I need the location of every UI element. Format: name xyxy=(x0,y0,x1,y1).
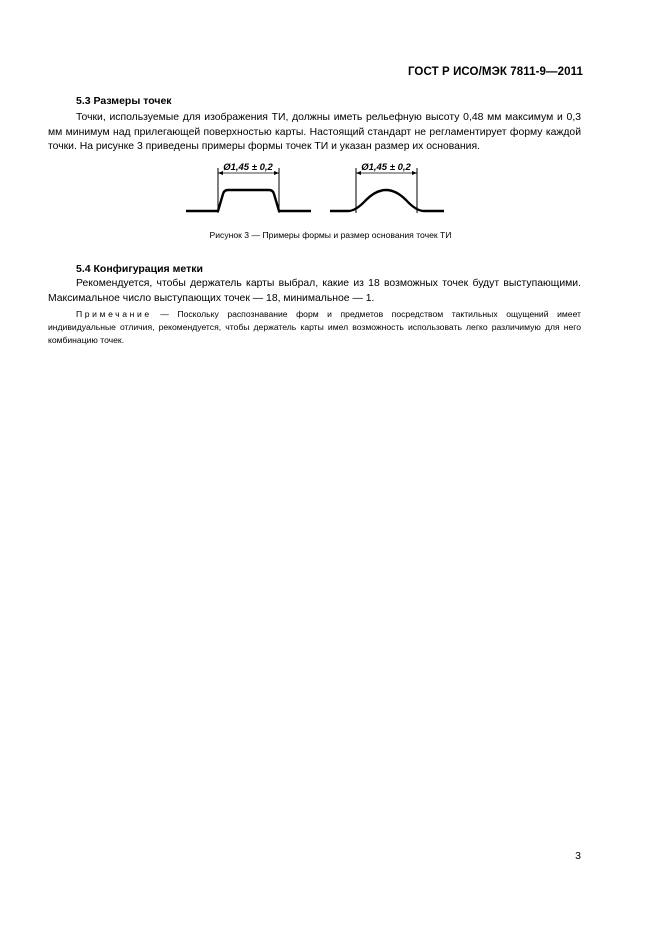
section-5-4-title: 5.4 Конфигурация метки xyxy=(76,263,203,275)
section-5-3-title: 5.3 Размеры точек xyxy=(76,95,172,107)
figure-caption: Рисунок 3 — Примеры формы и размер основания точек ТИ xyxy=(209,230,452,240)
document-header: ГОСТ Р ИСО/МЭК 7811-9—2011 xyxy=(407,66,583,78)
right-dimension-label: Ø1,45 ± 0,2 xyxy=(361,162,411,173)
section-5-3-paragraph: Точки, используемые для изображения ТИ, должны иметь рельефную высоту 0,48 мм максимум и 0,3 мм минимум над прилегающей поверхностью карты. Настоящий стандарт не регламентирует форму каждой точки. На рисунке 3 приведены примеры формы точек ТИ и указан размер их основания. xyxy=(48,112,581,152)
figure-3 xyxy=(180,158,450,220)
note-text: — Поскольку распознавание форм и предметов посредством тактильных ощущений имеет индивидуальные отличия, рекомендуется, чтобы держатель карты имел возможность использовать легко различимую для него комбинацию точек. xyxy=(48,309,581,345)
section-5-4-paragraph: Рекомендуется, чтобы держатель карты выбрал, какие из 18 возможных точек будут выступающими. Максимальное число выступающих точек — 18, минимальное — 1. xyxy=(48,278,581,304)
left-dimension-label: Ø1,45 ± 0,2 xyxy=(223,162,273,173)
page-number: 3 xyxy=(575,850,581,862)
dot-shapes-diagram xyxy=(180,158,450,220)
rounded-dot-shape xyxy=(330,168,444,213)
note-paragraph xyxy=(48,308,581,347)
flat-dot-shape xyxy=(186,168,311,213)
note-label: Примечание xyxy=(76,309,152,319)
